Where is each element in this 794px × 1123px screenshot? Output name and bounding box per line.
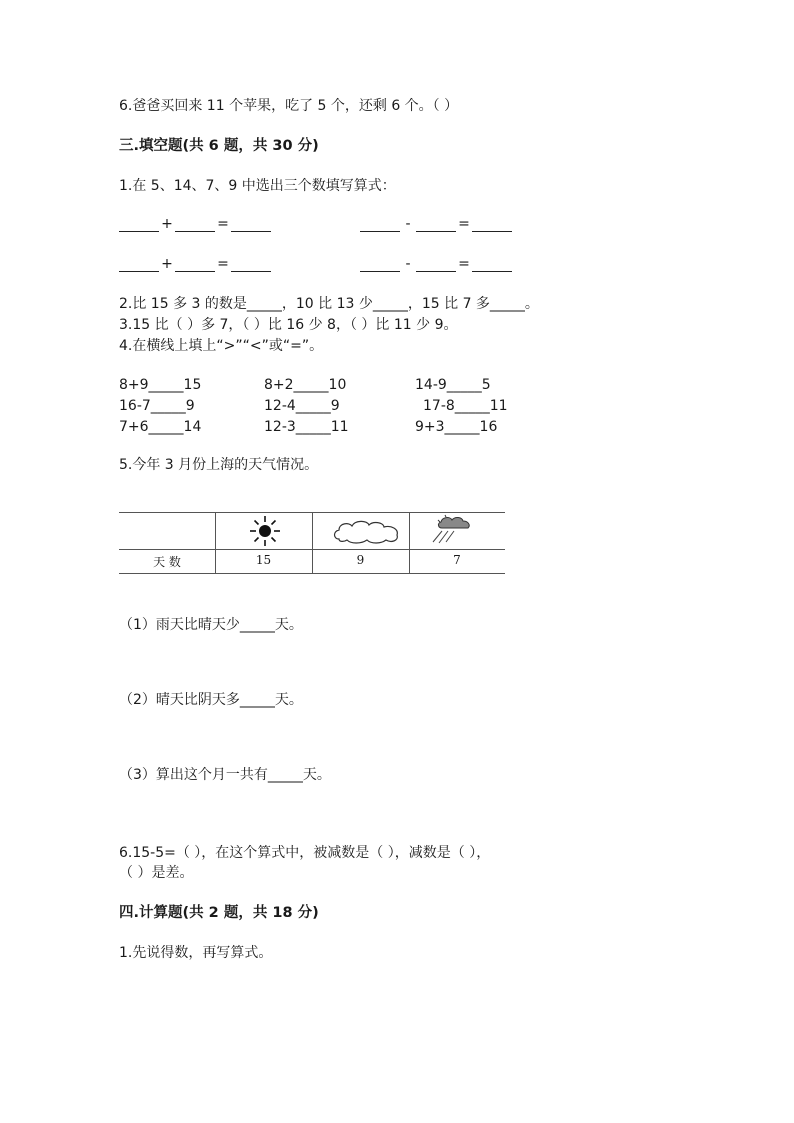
answer-blank[interactable] bbox=[231, 215, 271, 232]
fill-question-5: 5.今年 3 月份上海的天气情况。 bbox=[119, 457, 319, 473]
weather-table bbox=[119, 512, 505, 574]
section-3-title: 三.填空题(共 6 题，共 30 分) bbox=[119, 138, 319, 154]
answer-blank[interactable] bbox=[175, 255, 215, 272]
cloudy-days-value: 9 bbox=[356, 553, 365, 567]
minus-sign: - bbox=[405, 216, 411, 232]
compare-item: 14-9_____5 bbox=[415, 377, 491, 393]
rain-cloud-icon bbox=[424, 514, 474, 546]
answer-blank[interactable] bbox=[472, 255, 512, 272]
fill-question-3: 3.15 比（ ）多 7，（ ）比 16 少 8，（ ）比 11 少 9。 bbox=[119, 317, 458, 333]
answer-blank[interactable] bbox=[472, 215, 512, 232]
equals-sign: = bbox=[458, 216, 470, 232]
compare-item: 8+2_____10 bbox=[264, 377, 347, 393]
equation-subtraction-1 bbox=[360, 215, 512, 232]
fill-question-6-line-1: 6.15-5=（ ），在这个算式中，被减数是（ ），减数是（ ）， bbox=[119, 845, 491, 861]
answer-blank[interactable] bbox=[119, 255, 159, 272]
sub-question-2: （2）晴天比阴天多_____天。 bbox=[119, 692, 303, 708]
answer-blank[interactable] bbox=[416, 255, 456, 272]
answer-blank[interactable] bbox=[119, 215, 159, 232]
equation-addition-2 bbox=[119, 255, 271, 272]
sunny-days-value: 15 bbox=[255, 553, 272, 567]
answer-blank[interactable] bbox=[360, 215, 400, 232]
question-6-true-false: 6.爸爸买回来 11 个苹果，吃了 5 个，还剩 6 个。（ ） bbox=[119, 98, 459, 114]
compare-item: 7+6_____14 bbox=[119, 419, 202, 435]
answer-blank[interactable] bbox=[416, 215, 456, 232]
compare-item: 12-3_____11 bbox=[264, 419, 349, 435]
sub-question-1: （1）雨天比晴天少_____天。 bbox=[119, 617, 303, 633]
compare-item: 12-4_____9 bbox=[264, 398, 340, 414]
sun-icon bbox=[247, 515, 283, 547]
cloud-icon bbox=[331, 517, 403, 545]
plus-sign: + bbox=[161, 256, 173, 272]
answer-blank[interactable] bbox=[175, 215, 215, 232]
equals-sign: = bbox=[458, 256, 470, 272]
calc-question-1: 1.先说得数，再写算式。 bbox=[119, 945, 273, 961]
plus-sign: + bbox=[161, 216, 173, 232]
equals-sign: = bbox=[217, 256, 229, 272]
answer-blank[interactable] bbox=[360, 255, 400, 272]
compare-item: 16-7_____9 bbox=[119, 398, 195, 414]
rainy-days-value: 7 bbox=[453, 553, 461, 567]
fill-question-6-line-2: （ ）是差。 bbox=[119, 865, 194, 881]
compare-item: 17-8_____11 bbox=[423, 398, 508, 414]
equation-subtraction-2 bbox=[360, 255, 512, 272]
fill-question-4: 4.在横线上填上“>”“<”或“=”。 bbox=[119, 338, 324, 354]
answer-blank[interactable] bbox=[231, 255, 271, 272]
fill-question-2: 2.比 15 多 3 的数是_____，10 比 13 少_____，15 比 7 多_____。 bbox=[119, 296, 539, 312]
sub-question-3: （3）算出这个月一共有_____天。 bbox=[119, 767, 331, 783]
equals-sign: = bbox=[217, 216, 229, 232]
compare-item: 8+9_____15 bbox=[119, 377, 202, 393]
compare-item: 9+3_____16 bbox=[415, 419, 498, 435]
row-label-days: 天 数 bbox=[153, 555, 181, 569]
minus-sign: - bbox=[405, 256, 411, 272]
section-4-title: 四.计算题(共 2 题，共 18 分) bbox=[119, 905, 319, 921]
fill-question-1: 1.在 5、14、7、9 中选出三个数填写算式： bbox=[119, 178, 396, 194]
equation-addition-1 bbox=[119, 215, 271, 232]
